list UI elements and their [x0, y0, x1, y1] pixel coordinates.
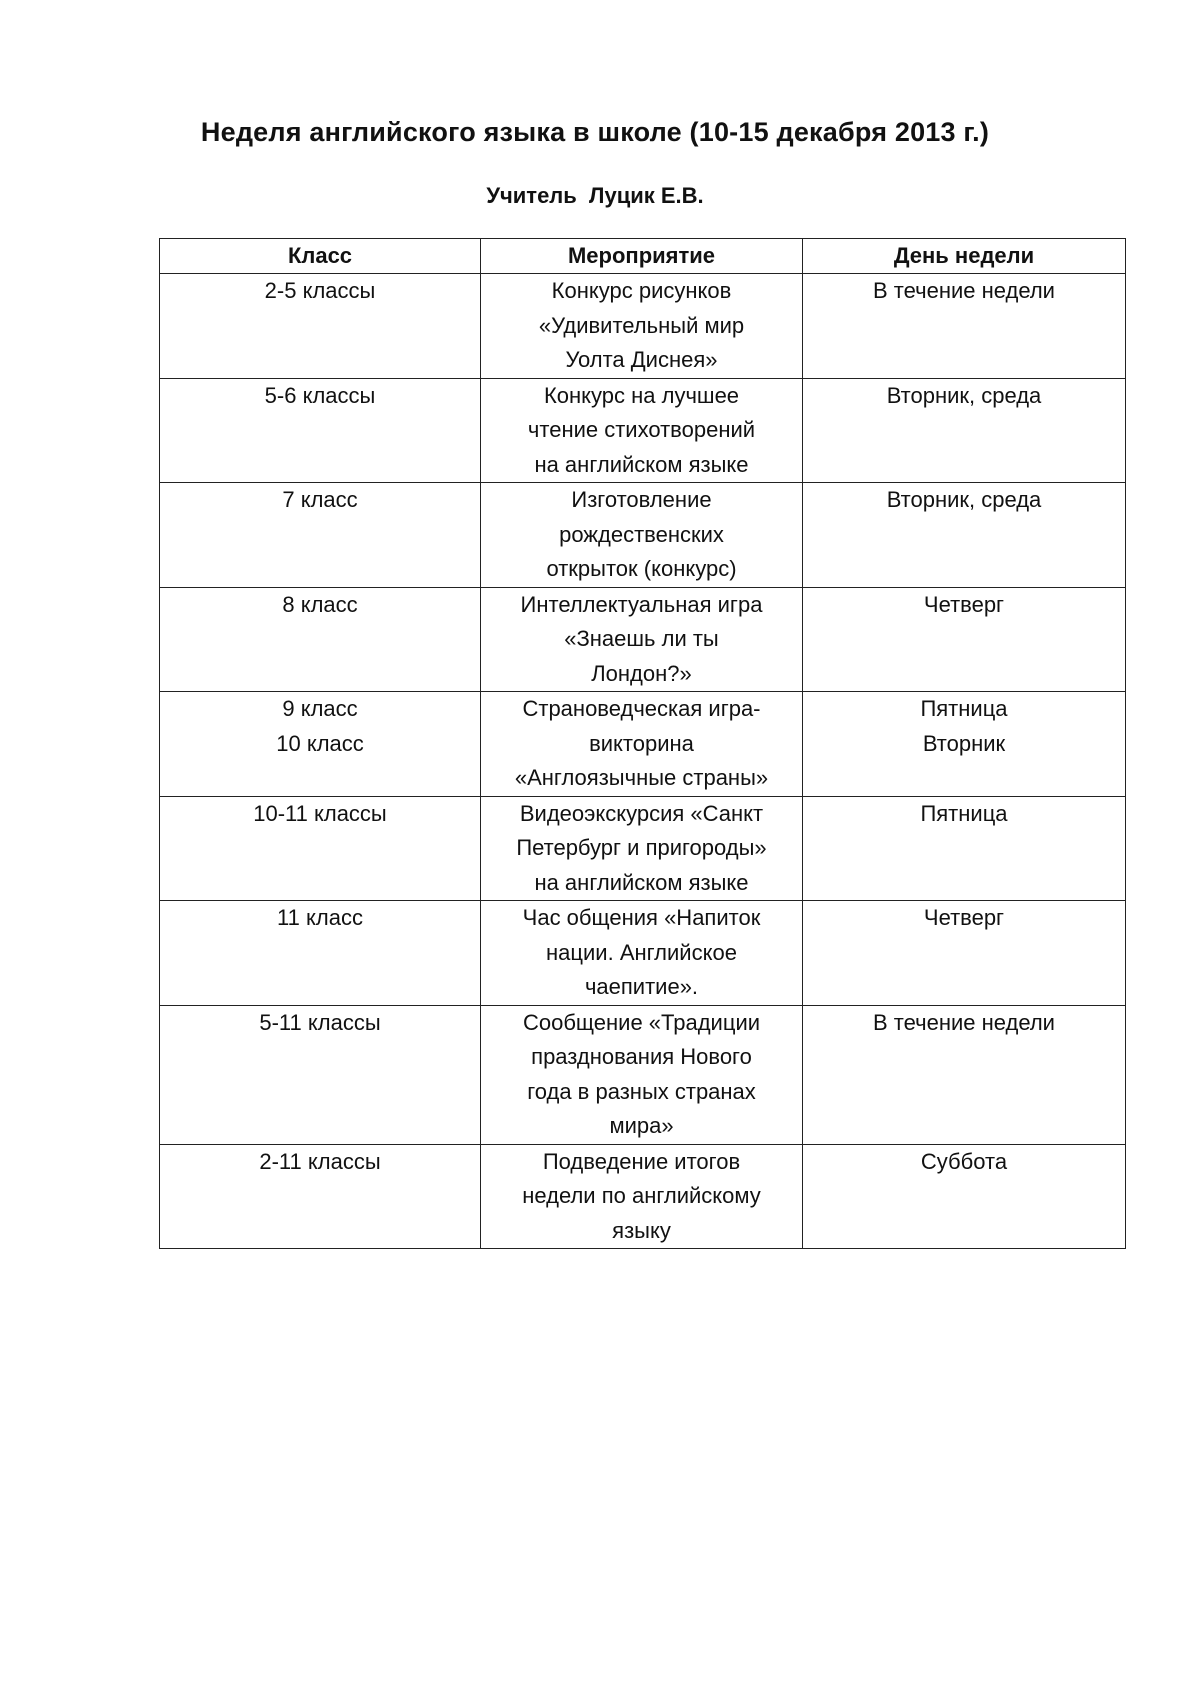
event-text: мира» — [609, 1113, 674, 1138]
day-text: Четверг — [923, 905, 1005, 930]
event-text: чаепитие». — [584, 974, 699, 999]
grade-cell — [160, 1144, 481, 1249]
event-text: года в разных странах — [527, 1078, 756, 1104]
day-cell — [803, 692, 1126, 797]
event-text: Подведение итогов — [542, 1148, 741, 1174]
day-cell — [803, 1144, 1126, 1249]
day-cell — [803, 378, 1126, 483]
event-text: Страноведческая игра- — [522, 696, 761, 721]
table-row — [160, 1144, 1126, 1249]
event-text: языку — [612, 1217, 671, 1243]
table-row — [160, 901, 1126, 1006]
event-text: нации. Английское — [546, 939, 737, 965]
event-text: на английском языке — [534, 869, 749, 895]
event-text: Петербург и пригороды» — [516, 835, 767, 860]
event-text: недели по английскому — [522, 1183, 761, 1208]
grade-text: 10 класс — [276, 730, 364, 756]
grade-cell — [160, 692, 481, 797]
header-grade: Класс — [160, 239, 481, 274]
event-text: празднования Нового — [531, 1044, 752, 1069]
table-row — [160, 483, 1126, 588]
event-cell — [481, 901, 803, 1006]
event-text: рождественских — [559, 521, 724, 547]
table-row — [160, 692, 1126, 797]
day-text: В течение недели — [873, 1009, 1055, 1035]
table-row — [160, 274, 1126, 379]
day-text: Четверг — [923, 591, 1005, 617]
event-text: Час общения «Напиток — [522, 905, 761, 930]
header-event: Мероприятие — [481, 239, 803, 274]
event-cell — [481, 1005, 803, 1144]
day-cell — [803, 274, 1126, 379]
day-text: Вторник, среда — [886, 382, 1042, 408]
table-row — [160, 796, 1126, 901]
day-cell — [803, 901, 1126, 1006]
schedule-table — [159, 238, 1126, 1249]
event-text: викторина — [589, 730, 694, 756]
grade-text: 11 класс — [277, 905, 363, 930]
event-text: Изготовление — [571, 487, 712, 512]
event-text: Конкурс рисунков — [551, 278, 732, 303]
grade-text: 5-11 классы — [259, 1009, 381, 1035]
day-text: Вторник — [922, 730, 1006, 756]
event-text: чтение стихотворений — [527, 417, 756, 442]
grade-text: 9 класс — [282, 696, 358, 721]
grade-cell — [160, 274, 481, 379]
event-text: на английском языке — [534, 451, 749, 477]
day-text: В течение недели — [873, 278, 1055, 303]
day-text: Пятница — [920, 696, 1008, 721]
event-text: Видеоэкскурсия «Санкт — [519, 800, 764, 826]
page-title: Неделя английского языка в школе (10-15 декабря 2013 г.) — [200, 117, 990, 147]
event-text: Сообщение «Традиции — [522, 1009, 761, 1035]
event-text: Конкурс на лучшее — [543, 382, 740, 408]
event-cell — [481, 692, 803, 797]
event-cell — [481, 378, 803, 483]
day-text: Пятница — [920, 800, 1008, 826]
grade-cell — [160, 1005, 481, 1144]
event-cell — [481, 483, 803, 588]
event-cell — [481, 274, 803, 379]
grade-cell — [160, 796, 481, 901]
table-row — [160, 1005, 1126, 1144]
event-text: «Удивительный мир — [538, 312, 745, 338]
grade-text: 10-11 классы — [253, 800, 387, 826]
grade-cell — [160, 483, 481, 588]
day-cell — [803, 483, 1126, 588]
day-text: Вторник, среда — [886, 487, 1042, 512]
grade-text: 2-5 классы — [264, 278, 376, 303]
event-text: «Знаешь ли ты — [564, 626, 719, 651]
event-cell — [481, 587, 803, 692]
grade-text: 7 класс — [282, 487, 358, 512]
day-text: Суббота — [920, 1148, 1008, 1174]
event-text: Уолта Диснея» — [565, 347, 718, 372]
table-row — [160, 587, 1126, 692]
grade-cell — [160, 378, 481, 483]
event-cell — [481, 796, 803, 901]
day-cell — [803, 1005, 1126, 1144]
event-text: открыток (конкурс) — [546, 556, 737, 581]
grade-cell — [160, 587, 481, 692]
grade-text: 5-6 классы — [264, 382, 376, 408]
event-text: «Англоязычные страны» — [514, 765, 769, 790]
grade-text: 2-11 классы — [259, 1148, 381, 1174]
grade-text: 8 класс — [282, 591, 358, 617]
event-text: Интеллектуальная игра — [520, 591, 763, 617]
table-header-row — [160, 239, 1126, 274]
event-text: Лондон?» — [591, 660, 692, 686]
day-cell — [803, 796, 1126, 901]
header-day: День недели — [803, 239, 1126, 274]
grade-cell — [160, 901, 481, 1006]
event-cell — [481, 1144, 803, 1249]
teacher-name: Учитель Луцик Е.В. — [486, 183, 704, 208]
day-cell — [803, 587, 1126, 692]
table-row — [160, 378, 1126, 483]
